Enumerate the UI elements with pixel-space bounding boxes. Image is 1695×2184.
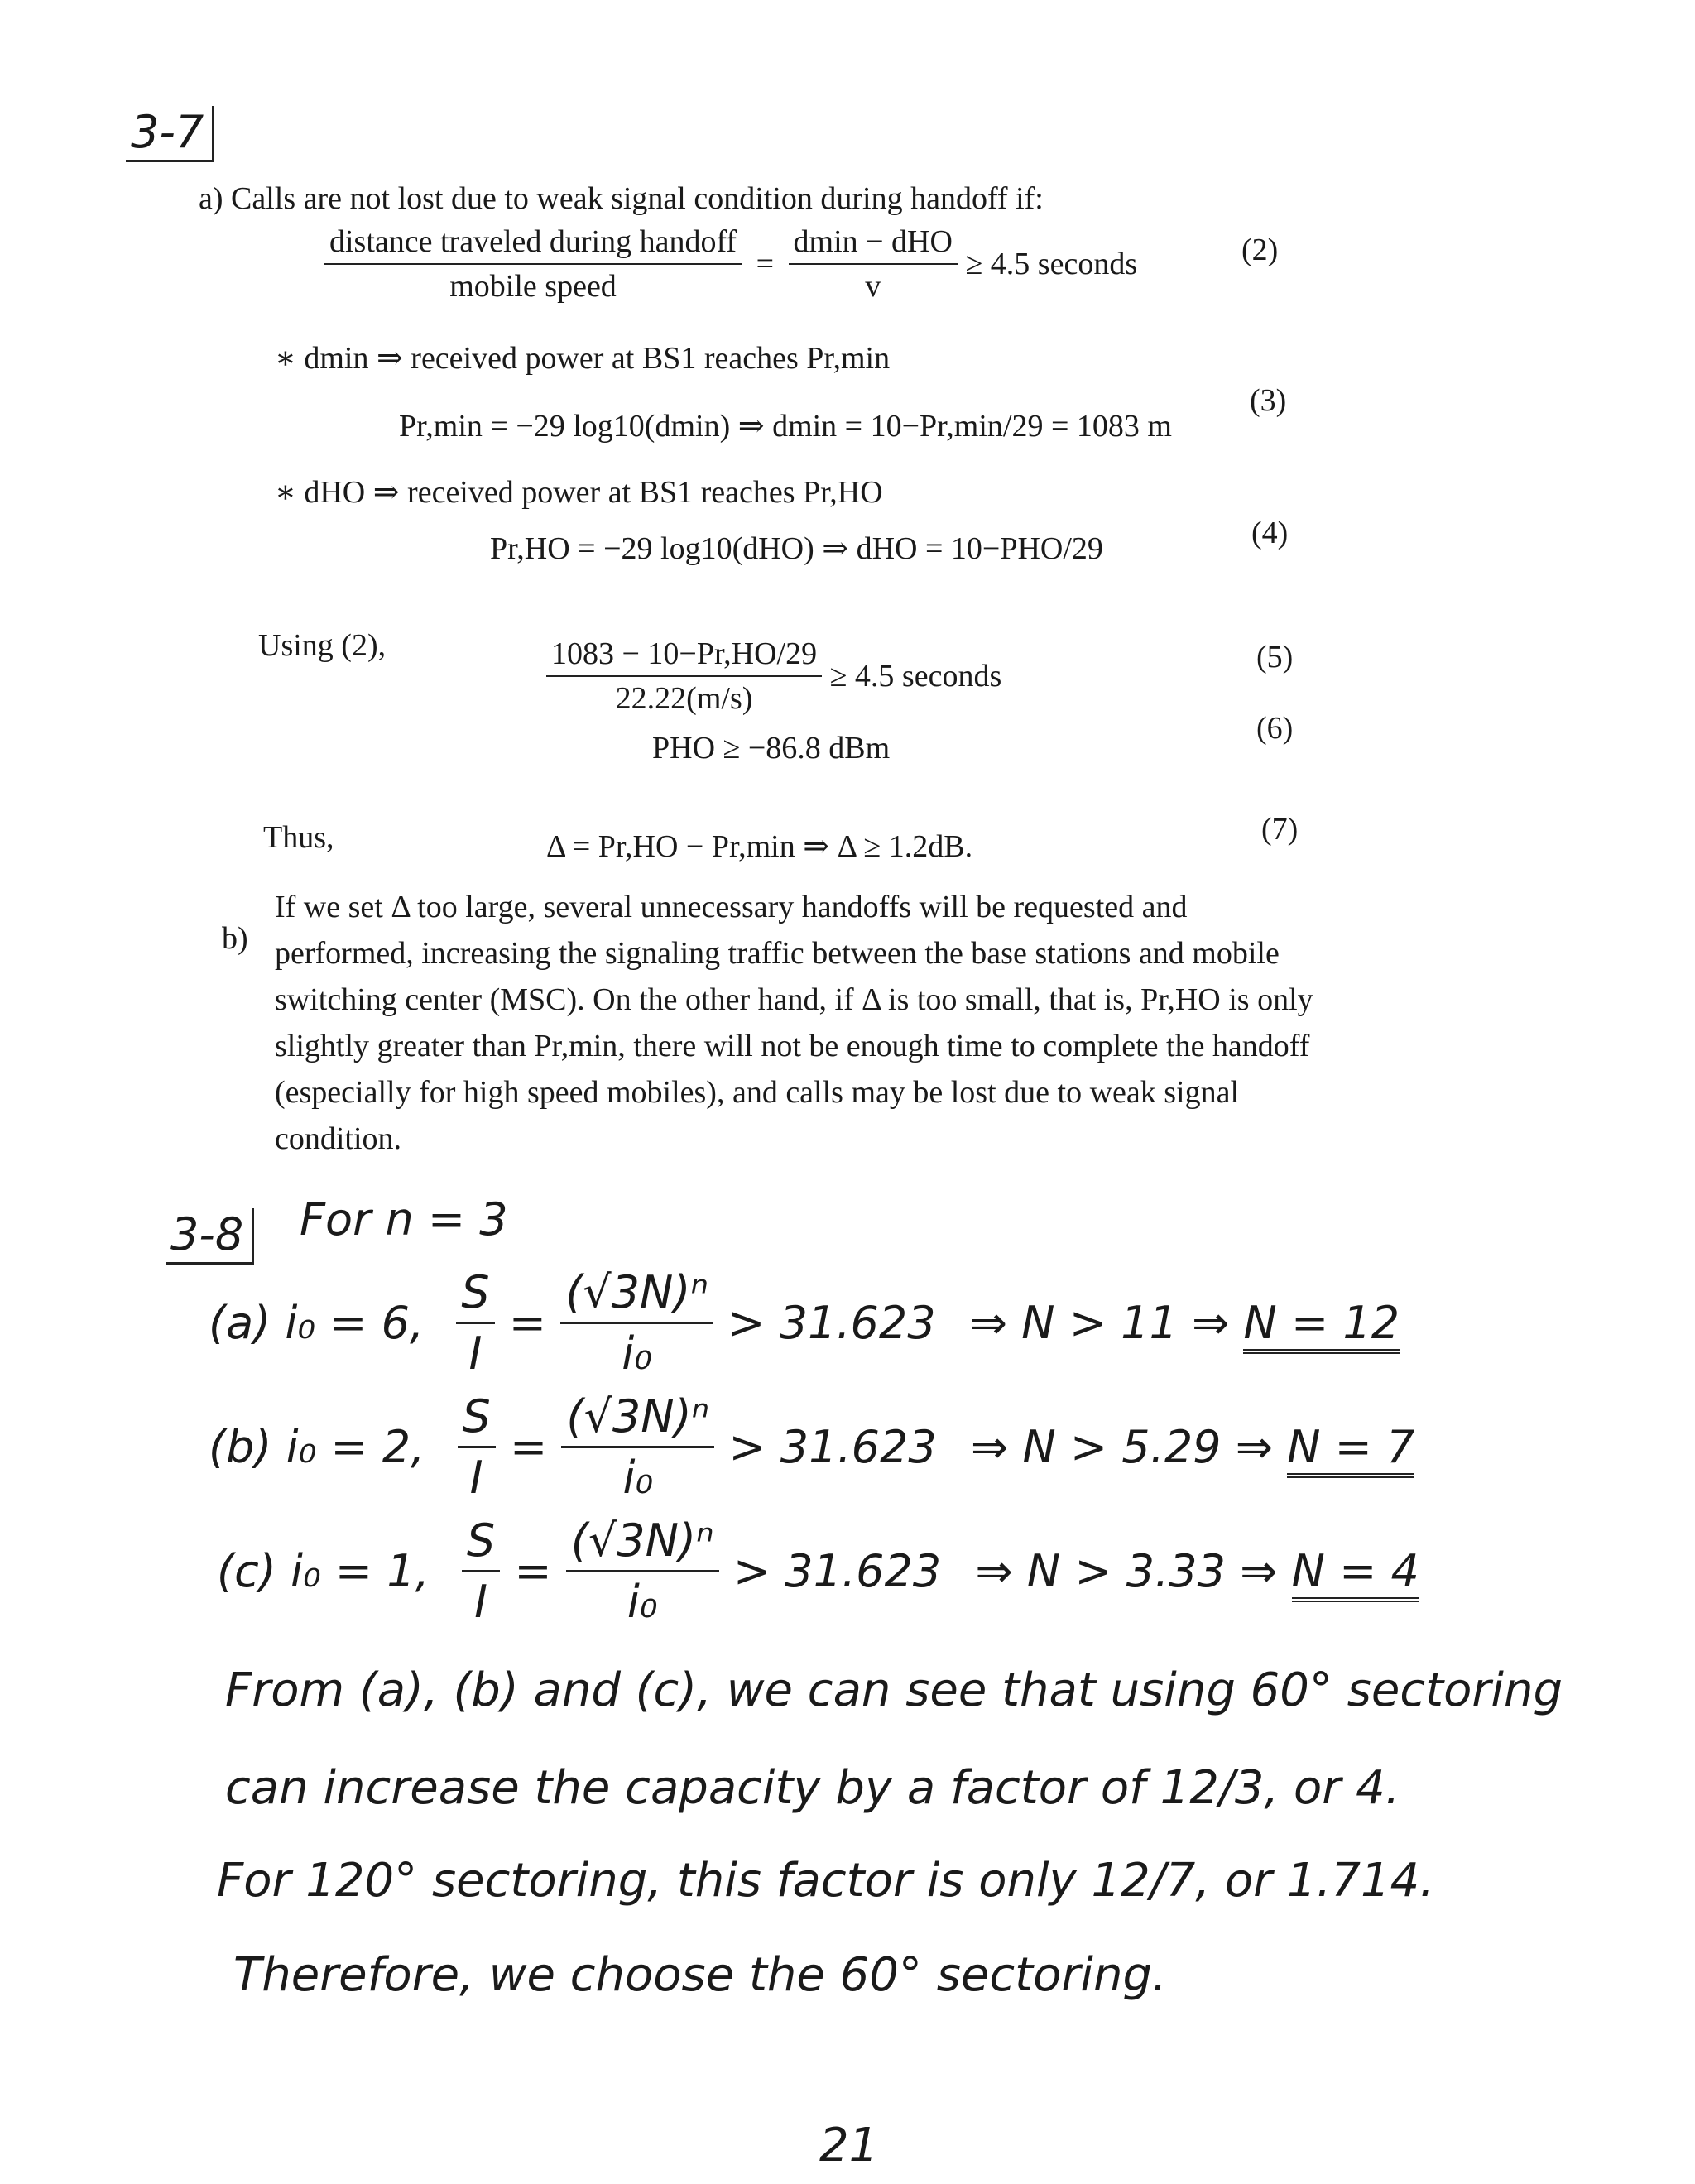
case-a-i: I	[468, 1327, 483, 1380]
using-label: Using (2),	[258, 628, 387, 663]
case-c-result: N = 4	[1292, 1545, 1419, 1602]
case-c-label: (c) i₀ = 1,	[217, 1545, 430, 1597]
equation-6: PHO ≥ −86.8 dBm	[652, 731, 891, 766]
eq5-tag: (5)	[1256, 640, 1294, 674]
case-b-cmp: > 31.623	[728, 1421, 937, 1473]
case-b-denominator: i₀	[622, 1452, 654, 1504]
bullet-dho: ∗ dHO ⇒ received power at BS1 reaches Pr,HO	[275, 475, 883, 510]
case-c-row: (c) i₀ = 1, $\frac{S}{I}$ = $\frac{\text{(√3N)ⁿ}}{\text{i₀}}$ > 31.623 ⇒ N > 3.33 ⇒ N = 4	[217, 1514, 1419, 1628]
case-a-label: (a) i₀ = 6,	[209, 1297, 425, 1349]
conclusion-line-4: Therefore, we choose the 60° sectoring.	[233, 1948, 1167, 2002]
case-a-cmp: > 31.623	[727, 1297, 936, 1349]
conclusion-line-1: From (a), (b) and (c), we can see that using 60° sectoring	[225, 1663, 1563, 1717]
part-b-text: If we set Δ too large, several unnecessary handoffs will be requested and performed, increasing the signaling traffic between the base stations and mobile switching center (MSC). On the other hand, if Δ is too small, that is, Pr,HO is only slightly greater than Pr,min, there will not be enough time to complete the handoff (especially for high speed mobiles), and calls may be lost due to weak signal condition.	[275, 890, 1313, 1156]
problem-label-3-8: 3-8	[166, 1208, 254, 1265]
eq5-rhs: ≥ 4.5 seconds	[829, 659, 1002, 694]
case-a-s: S	[456, 1266, 494, 1324]
conclusion-line-2: can increase the capacity by a factor of 12/3, or 4.	[225, 1761, 1400, 1815]
case-b-s: S	[458, 1390, 496, 1448]
eq2-tag: (2)	[1241, 233, 1279, 267]
problem-label-3-7: 3-7	[126, 106, 214, 162]
case-b-numerator: (√3N)ⁿ	[561, 1390, 714, 1448]
case-c-cmp: > 31.623	[732, 1545, 942, 1597]
case-c-i: I	[474, 1576, 488, 1628]
case-a-row: (a) i₀ = 6, $\frac{S}{I}$ = $\frac{\text{(√3N)ⁿ}}{\text{i₀}}$ > 31.623 ⇒ N > 11 ⇒ N = 12	[209, 1266, 1400, 1380]
case-b-impl: ⇒ N > 5.29 ⇒	[970, 1421, 1273, 1473]
eq2-rhs: ≥ 4.5 seconds	[965, 247, 1138, 281]
equation-7: Δ = Pr,HO − Pr,min ⇒ Δ ≥ 1.2dB.	[546, 829, 973, 864]
eq7-tag: (7)	[1261, 812, 1299, 847]
case-c-denominator: i₀	[627, 1576, 658, 1628]
case-b-i: I	[469, 1452, 483, 1504]
eq2-equals: =	[756, 247, 775, 281]
bullet-dmin: ∗ dmin ⇒ received power at BS1 reaches Pr,min	[275, 341, 891, 376]
thus-label: Thus,	[263, 820, 334, 855]
equation-5	[546, 636, 1001, 717]
for-n-statement: For n = 3	[300, 1193, 508, 1246]
equation-3: Pr,min = −29 log10(dmin) ⇒ dmin = 10−Pr,min/29 = 1083 m	[399, 409, 1172, 444]
case-c-s: S	[462, 1514, 500, 1572]
case-b-label: (b) i₀ = 2,	[209, 1421, 425, 1473]
part-a-intro: a) Calls are not lost due to weak signal condition during handoff if:	[199, 181, 1044, 216]
page-number: 21	[819, 2119, 879, 2172]
eq3-tag: (3)	[1250, 383, 1287, 418]
equation-2	[324, 223, 1137, 305]
eq4-tag: (4)	[1251, 516, 1289, 550]
case-b-result: N = 7	[1287, 1421, 1414, 1478]
case-c-numerator: (√3N)ⁿ	[566, 1514, 719, 1572]
case-b-row: (b) i₀ = 2, $\frac{S}{I}$ = $\frac{\text{(√3N)ⁿ}}{\text{i₀}}$ > 31.623 ⇒ N > 5.29 ⇒ N = 7	[209, 1390, 1415, 1504]
case-c-impl: ⇒ N > 3.33 ⇒	[975, 1545, 1278, 1597]
conclusion-line-3: For 120° sectoring, this factor is only 12/7, or 1.714.	[217, 1854, 1435, 1908]
eq6-tag: (6)	[1256, 711, 1294, 746]
eq5-numerator: 1083 − 10−Pr,HO/29	[546, 636, 822, 677]
case-a-result: N = 12	[1243, 1297, 1400, 1354]
eq2-frac-numerator: dmin − dHO	[789, 223, 958, 265]
case-a-denominator: i₀	[622, 1327, 652, 1380]
equation-4: Pr,HO = −29 log10(dHO) ⇒ dHO = 10−PHO/29	[490, 531, 1103, 566]
case-a-impl: ⇒ N > 11 ⇒	[969, 1297, 1230, 1349]
case-a-numerator: (√3N)ⁿ	[560, 1266, 713, 1324]
part-b-label: b)	[222, 921, 248, 956]
eq5-denominator: 22.22(m/s)	[615, 681, 753, 716]
eq2-numerator: distance traveled during handoff	[324, 223, 742, 265]
eq2-denominator: mobile speed	[449, 269, 617, 304]
eq2-frac-denominator: v	[865, 269, 881, 304]
